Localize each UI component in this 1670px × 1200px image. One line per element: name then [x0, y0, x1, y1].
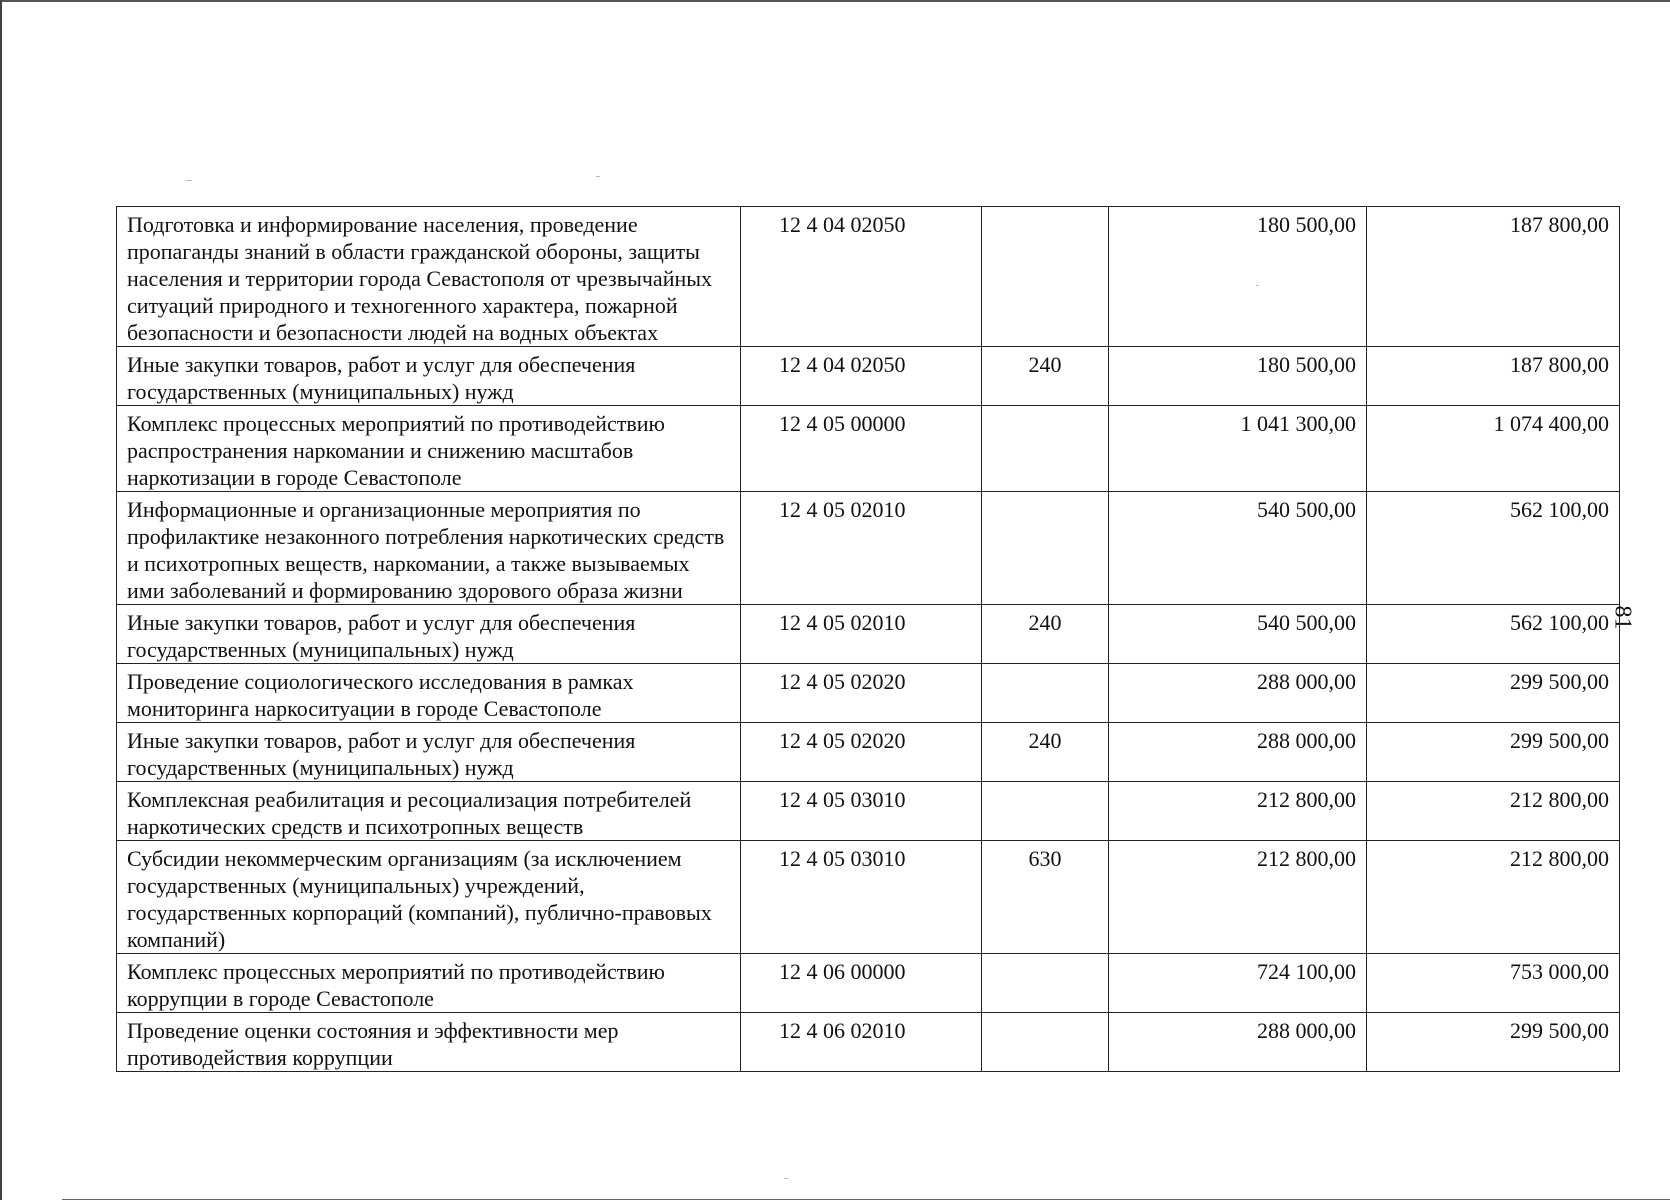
row-expense-type: [982, 954, 1109, 1013]
table-row: [117, 841, 1620, 954]
row-code: 12 4 05 02010: [741, 492, 982, 605]
row-expense-type: [982, 664, 1109, 723]
row-expense-type: [982, 1013, 1109, 1072]
table-row: [117, 664, 1620, 723]
scan-border-left: [0, 0, 2, 1200]
table-row: [117, 406, 1620, 492]
row-sum-year2: 1 074 400,00: [1367, 406, 1620, 492]
row-sum-year2: 299 500,00: [1367, 723, 1620, 782]
row-name: Иные закупки товаров, работ и услуг для обеспечения государственных (муниципальных) нужд: [117, 605, 741, 664]
row-name: Субсидии некоммерческим организациям (за исключением государственных (муниципальных) учреждений, государственных корпораций (компаний), публично-правовых компаний): [117, 841, 741, 954]
row-name: Проведение социологического исследования в рамках мониторинга наркоситуации в городе Севастополе: [117, 664, 741, 723]
row-sum-year1: 288 000,00: [1109, 1013, 1367, 1072]
row-sum-year1: 540 500,00: [1109, 492, 1367, 605]
scan-border-top: [0, 0, 1670, 2]
table-row: [117, 207, 1620, 347]
row-code: 12 4 05 03010: [741, 782, 982, 841]
page-number: 81: [1609, 605, 1636, 630]
row-sum-year1: 540 500,00: [1109, 605, 1367, 664]
row-expense-type: [982, 492, 1109, 605]
row-expense-type: [982, 207, 1109, 347]
table-row: [117, 605, 1620, 664]
table-row: [117, 954, 1620, 1013]
row-sum-year2: 299 500,00: [1367, 1013, 1620, 1072]
row-sum-year2: 187 800,00: [1367, 347, 1620, 406]
table-row: [117, 723, 1620, 782]
row-code: 12 4 05 03010: [741, 841, 982, 954]
row-name: Подготовка и информирование населения, проведение пропаганды знаний в области гражданской обороны, защиты населения и территории города Севастополя от чрезвычайных ситуаций природного и техногенного характера, пожарной безопасности и безопасности людей на водных объектах: [117, 207, 741, 347]
row-code: 12 4 04 02050: [741, 347, 982, 406]
row-sum-year2: 562 100,00: [1367, 605, 1620, 664]
row-name: Проведение оценки состояния и эффективности мер противодействия коррупции: [117, 1013, 741, 1072]
scan-speck: [784, 1178, 788, 1179]
row-sum-year2: 753 000,00: [1367, 954, 1620, 1013]
row-code: 12 4 06 00000: [741, 954, 982, 1013]
row-name: Иные закупки товаров, работ и услуг для обеспечения государственных (муниципальных) нужд: [117, 723, 741, 782]
row-code: 12 4 05 02020: [741, 664, 982, 723]
scan-speck: [596, 176, 600, 177]
row-sum-year1: 180 500,00: [1109, 347, 1367, 406]
row-expense-type: [982, 406, 1109, 492]
row-expense-type: 240: [982, 723, 1109, 782]
row-sum-year2: 562 100,00: [1367, 492, 1620, 605]
row-name: Комплекс процессных мероприятий по противодействию коррупции в городе Севастополе: [117, 954, 741, 1013]
row-sum-year1: 724 100,00: [1109, 954, 1367, 1013]
table-row: [117, 782, 1620, 841]
row-sum-year1: 212 800,00: [1109, 841, 1367, 954]
row-name: Информационные и организационные мероприятия по профилактике незаконного потребления наркотических средств и психотропных веществ, наркомании, а также вызываемых ими заболеваний и формированию здорового образа жизни: [117, 492, 741, 605]
table-row: [117, 1013, 1620, 1072]
row-code: 12 4 04 02050: [741, 207, 982, 347]
row-sum-year1: 288 000,00: [1109, 664, 1367, 723]
row-sum-year2: 212 800,00: [1367, 841, 1620, 954]
row-name: Иные закупки товаров, работ и услуг для обеспечения государственных (муниципальных) нужд: [117, 347, 741, 406]
row-expense-type: 240: [982, 605, 1109, 664]
row-expense-type: 240: [982, 347, 1109, 406]
row-expense-type: [982, 782, 1109, 841]
row-code: 12 4 05 02010: [741, 605, 982, 664]
row-sum-year1: 288 000,00: [1109, 723, 1367, 782]
table-row: [117, 347, 1620, 406]
row-sum-year1: 180 500,00: [1109, 207, 1367, 347]
row-sum-year2: 212 800,00: [1367, 782, 1620, 841]
row-code: 12 4 05 00000: [741, 406, 982, 492]
scan-speck: [186, 180, 192, 181]
row-sum-year1: 212 800,00: [1109, 782, 1367, 841]
budget-table: [116, 206, 1620, 1072]
row-sum-year1: 1 041 300,00: [1109, 406, 1367, 492]
row-sum-year2: 187 800,00: [1367, 207, 1620, 347]
table-row: [117, 492, 1620, 605]
row-sum-year2: 299 500,00: [1367, 664, 1620, 723]
row-code: 12 4 06 02010: [741, 1013, 982, 1072]
row-code: 12 4 05 02020: [741, 723, 982, 782]
row-expense-type: 630: [982, 841, 1109, 954]
row-name: Комплекс процессных мероприятий по противодействию распространения наркомании и снижению масштабов наркотизации в городе Севастополе: [117, 406, 741, 492]
row-name: Комплексная реабилитация и ресоциализация потребителей наркотических средств и психотропных веществ: [117, 782, 741, 841]
